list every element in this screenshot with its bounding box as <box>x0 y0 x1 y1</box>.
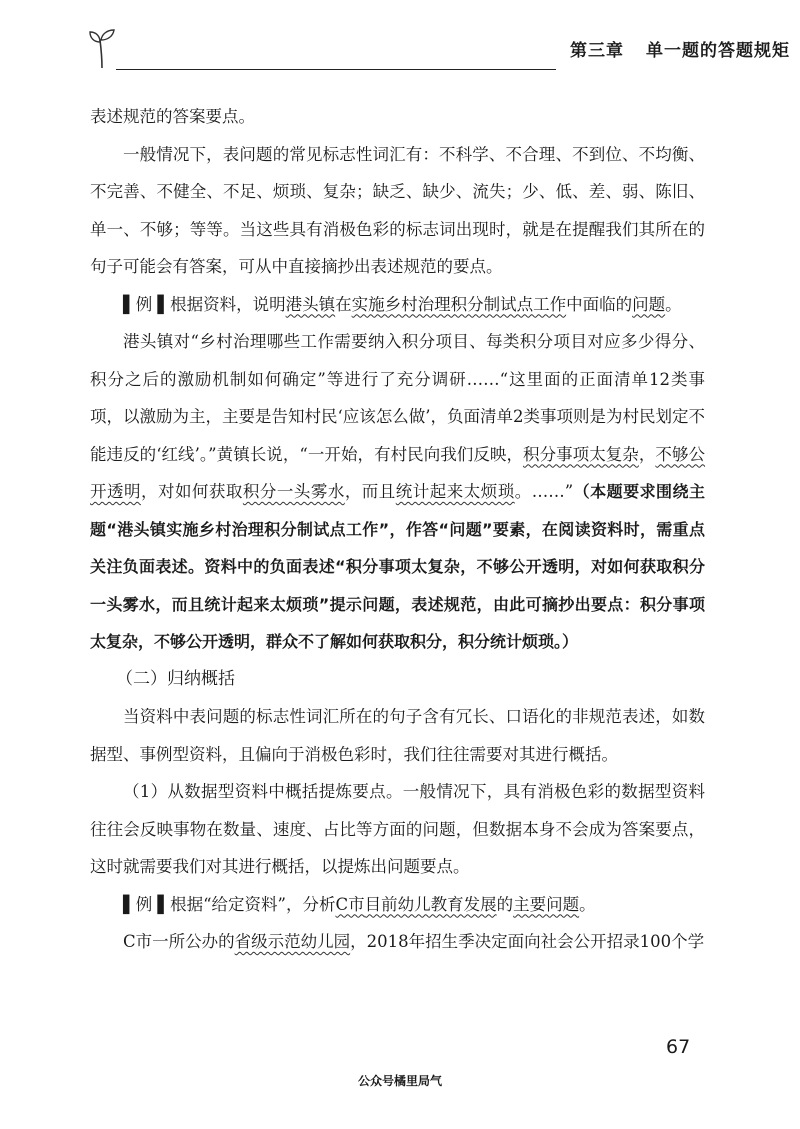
chapter-number: 第三章 <box>570 41 624 61</box>
page-number: 67 <box>666 1036 691 1058</box>
paragraph-intro: 表述规范的答案要点。 <box>90 107 255 126</box>
paragraph-data-type: （1）从数据型资料中概括提炼要点。一般情况下，具有消极色彩的数据型资料往往会反映事物在数量、速度、占比等方面的问题，但数据本身不会成为答案要点，这时就需要我们对其进行概括，以提炼出问题要点。 <box>90 782 705 876</box>
example-2-material: C市一所公办的省级示范幼儿园，2018年招生季决定面向社会公开招录100个学 <box>123 932 705 951</box>
example-tag: ▌例 ▌ <box>123 294 171 314</box>
sprout-icon <box>88 26 118 70</box>
example-1-question: ▌例 ▌根据资料，说明港头镇在实施乡村治理积分制试点工作中面临的问题。 <box>123 294 682 314</box>
body-text <box>90 98 705 961</box>
section-heading: （二）归纳概括 <box>116 668 235 689</box>
paragraph-summarize: 当资料中表问题的标志性词汇所在的句子含有冗长、口语化的非规范表述，如数据型、事例型资料，且偏向于消极色彩时，我们往往需要对其进行概括。 <box>90 707 705 764</box>
header-rule <box>116 69 556 70</box>
paragraph-keywords: 一般情况下，表问题的常见标志性词汇有：不科学、不合理、不到位、不均衡、不完善、不健全、不足、烦琐、复杂；缺乏、缺少、流失；少、低、差、弱、陈旧、单一、不够；等等。当这些具有消极色彩的标志词出现时，就是在提醒我们其所在的句子可能会有答案，可从中直接摘抄出表述规范的要点。 <box>90 144 705 276</box>
example-2-question: ▌例 ▌根据“给定资料”，分析C市目前幼儿教育发展的主要问题。 <box>123 894 596 914</box>
footer-watermark: 公众号橘里局气 <box>357 1074 442 1088</box>
chapter-name: 单一题的答题规矩 <box>646 41 790 61</box>
example-1-material: 港头镇对“乡村治理哪些工作需要纳入积分项目、每类积分项目对应多少得分、积分之后的激励机制如何确定”等进行了充分调研……“这里面的正面清单12类事项，以激励为主，主要是告知村民‘应该怎么做’，负面清单2类事项则是为村民划定不能违反的‘红线’。”黄镇长说，“一开始，有村民向我们反映，积分事项太复杂，不够公开透明，对如何获取积分一头雾水，而且统计起来太烦琐。……”（本题要求围绕主题“港头镇实施乡村治理积分制试点工作”，作答“问题”要素，在阅读资料时，需重点关注负面表述。资料中的负面表述“积分事项太复杂，不够公开透明，对如何获取积分一头雾水，而且统计起来太烦琐”提示问题，表述规范，由此可摘抄出要点：积分事项太复杂，不够公开透明，群众不了解如何获取积分，积分统计烦琐。） <box>90 332 706 651</box>
chapter-title <box>570 36 790 61</box>
page-header <box>88 22 790 62</box>
example-1-analysis: （本题要求围绕主题“港头镇实施乡村治理积分制试点工作”，作答“问题”要素，在阅读资料时，需重点关注负面表述。资料中的负面表述“积分事项太复杂，不够公开透明，对如何获取积分一头雾水，而且统计起来太烦琐”提示问题，表述规范，由此可摘抄出要点：积分事项太复杂，不够公开透明，群众不了解如何获取积分，积分统计烦琐。） <box>90 482 706 651</box>
example-tag: ▌例 ▌ <box>123 894 171 914</box>
